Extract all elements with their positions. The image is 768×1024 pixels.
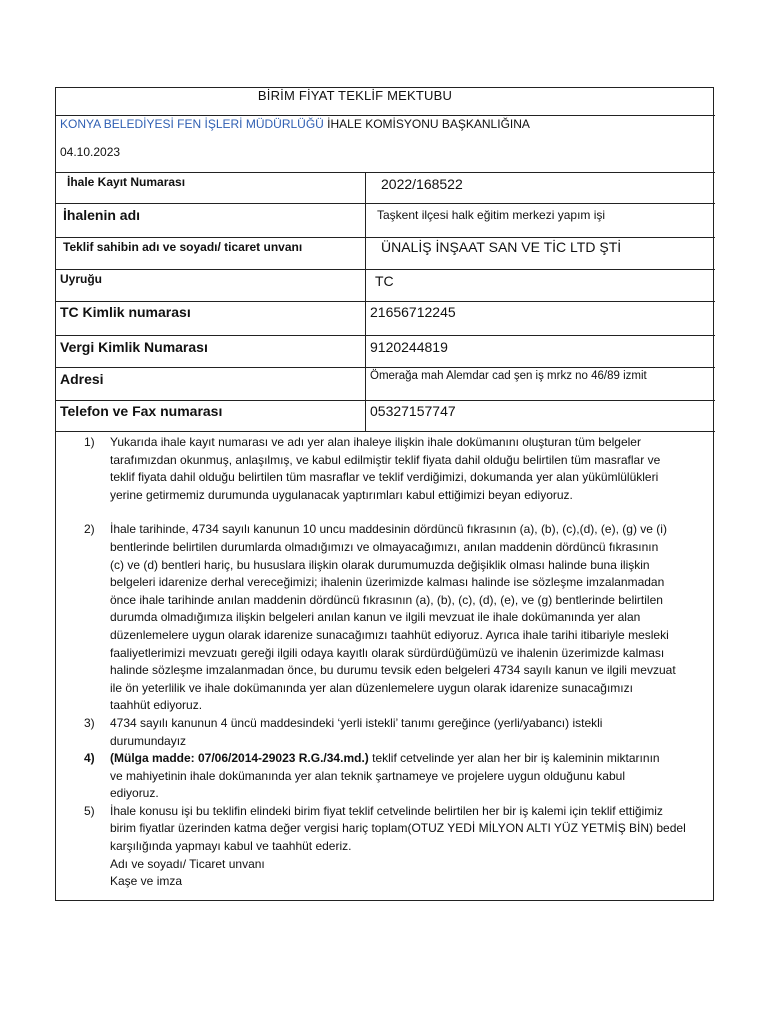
item-line: İhale konusu işi bu teklifin elindeki birim fiyat teklif cetvelinde belirtilen her bir iş kalemi için teklif ettiğimiz [110, 803, 663, 818]
item-line: önce ihale tarihinde anılan maddenin dördüncü fıkrasının (a), (b), (c), (d), (e), ve (g) bentlerinde belirtilen [110, 592, 663, 607]
row-divider [55, 203, 715, 204]
item-line: yerine getirmemiz durumunda uygulanacak yaptırımları kabul ettiğimizi beyan ediyoruz. [110, 487, 573, 502]
row-value: TC [375, 273, 394, 289]
column-divider [365, 172, 366, 431]
addressee-highlight: KONYA BELEDİYESİ FEN İŞLERİ MÜDÜRLÜĞÜ [60, 117, 324, 131]
item-number: 5) [84, 803, 95, 818]
row-value: Ömerağa mah Alemdar cad şen iş mrkz no 46/89 izmit [370, 370, 647, 382]
item-line: Yukarıda ihale kayıt numarası ve adı yer alan ihaleye ilişkin ihale dokümanını oluşturan tüm belgeler [110, 435, 641, 449]
row-label: Uyruğu [60, 272, 102, 286]
list-item [84, 750, 724, 803]
row-value: Taşkent ilçesi halk eğitim merkezi yapım işi [377, 208, 606, 222]
document-title: BİRİM FİYAT TEKLİF MEKTUBU [257, 88, 453, 103]
row-divider [55, 237, 715, 238]
item-line: karşılığında yapmayı kabul ve taahhüt ederiz. [110, 839, 352, 854]
row-divider [55, 367, 715, 368]
signature-name-label: Adı ve soyadı/ Ticaret unvanı [110, 856, 265, 871]
item-line: düzenlemelere uygun olarak idarenize sunacağımızı taahhüt ediyoruz. Ayrıca ihale tarihi itibariyle mesleki [110, 627, 669, 642]
divider [55, 431, 715, 432]
divider [55, 172, 715, 173]
row-label: Vergi Kimlik Numarası [60, 339, 208, 355]
row-divider [55, 400, 715, 401]
row-label: İhalenin adı [63, 207, 141, 223]
item-number: 2) [84, 522, 95, 537]
row-value: 9120244819 [370, 339, 448, 355]
divider [55, 115, 715, 116]
row-label: Adresi [60, 371, 104, 387]
declaration-list [84, 434, 724, 891]
item-line: ediyoruz. [110, 786, 159, 801]
list-item [84, 521, 724, 715]
item-line [110, 750, 724, 768]
item-line: belgeleri idarenize derhal vereceğimizi; ihalenin üzerimizde kalması halinde ise sözleşme imzalanmadan [110, 575, 665, 590]
row-divider [55, 269, 715, 270]
item-line: birim fiyatlar üzerinden katma değer vergisi hariç toplam(OTUZ YEDİ MİLYON ALTI YÜZ YETMİŞ BİN) bedel [110, 821, 686, 836]
row-value: 2022/168522 [381, 176, 463, 192]
list-item [84, 715, 724, 750]
row-divider [55, 301, 715, 302]
item-line: ile ön yeterlilik ve ihale dokümanında yer alan düzenlemelere uygun olarak idarenize sunacağımızı [110, 680, 633, 695]
item-line: 4734 sayılı kanunun 4 üncü maddesindeki ‘yerli istekli’ tanımı gereğince (yerli/yabancı) istekli [110, 715, 603, 730]
row-label: Teklif sahibin adı ve soyadı/ ticaret unvanı [63, 240, 303, 254]
item-line-rest: teklif cetvelinde yer alan her bir iş kaleminin miktarının [368, 751, 660, 766]
item-bold-prefix: (Mülga madde: 07/06/2014-29023 R.G./34.md.) [110, 751, 369, 766]
row-label: Telefon ve Fax numarası [60, 403, 223, 419]
item-line: İhale tarihinde, 4734 sayılı kanunun 10 uncu maddesinin dördüncü fıkrasının (a), (b), (c),(d), (e), (g) ve (i) [110, 522, 667, 537]
item-line: halinde sözleşme imzalanmadan önce, bu durumu tevsik eden belgeleri 4734 sayılı kanun ve ilgili mevzuat [110, 663, 676, 678]
row-value: 21656712245 [370, 304, 456, 320]
row-divider [55, 335, 715, 336]
addressee-rest: İHALE KOMİSYONU BAŞKANLIĞINA [323, 117, 530, 131]
signature-stamp-label: Kaşe ve imza [110, 874, 183, 889]
row-label: İhale Kayıt Numarası [67, 175, 186, 189]
list-item [84, 803, 724, 856]
row-value: ÜNALİŞ İNŞAAT SAN VE TİC LTD ŞTİ [381, 239, 622, 255]
item-line: teklif fiyata dahil olduğu belirtilen tüm masraflar ve teklif verdiğimizi, dokumanda yer alan yükümlülükleri [110, 470, 659, 485]
row-label: TC Kimlik numarası [60, 304, 191, 320]
row-value: 05327157747 [370, 403, 456, 419]
item-line: ve mahiyetinin ihale dokümanında yer alan teknik şartnameye ve projelere uygun olduğunu kabul [110, 768, 625, 783]
item-line: faaliyetlerimizi mevzuatı gereği ilgili odaya kayıtlı olarak sürdürdüğümüzü ve ihalenin üzerimizde kalması [110, 645, 665, 660]
item-number: 1) [84, 435, 95, 449]
item-line: durumda olmadığımıza ilişkin belgeleri anılan kanun ve ilgili mevzuat ile ihale dokümanında yer alan [110, 610, 641, 625]
item-line: bentlerinde belirtilen durumlarda olmadığımızı ve olmayacağımızı, anılan maddenin dördüncü fıkrasının [110, 539, 659, 554]
addressee [60, 117, 530, 131]
item-number: 4) [84, 751, 95, 766]
document-date: 04.10.2023 [60, 145, 121, 159]
list-item [84, 434, 724, 504]
item-number: 3) [84, 715, 95, 730]
item-line: durumundayız [110, 733, 187, 748]
item-line: taahhüt ediyoruz. [110, 698, 203, 713]
item-line: (c) ve (d) bentleri hariç, bu hususlara ilişkin olarak durumumuzda değişiklik olması halinde buna ilişkin [110, 557, 650, 572]
item-line: tarafımızdan okunmuş, anlaşılmış, ve kabul edilmiştir teklif fiyata dahil olduğu belirtilen tüm masraflar ve [110, 452, 661, 467]
